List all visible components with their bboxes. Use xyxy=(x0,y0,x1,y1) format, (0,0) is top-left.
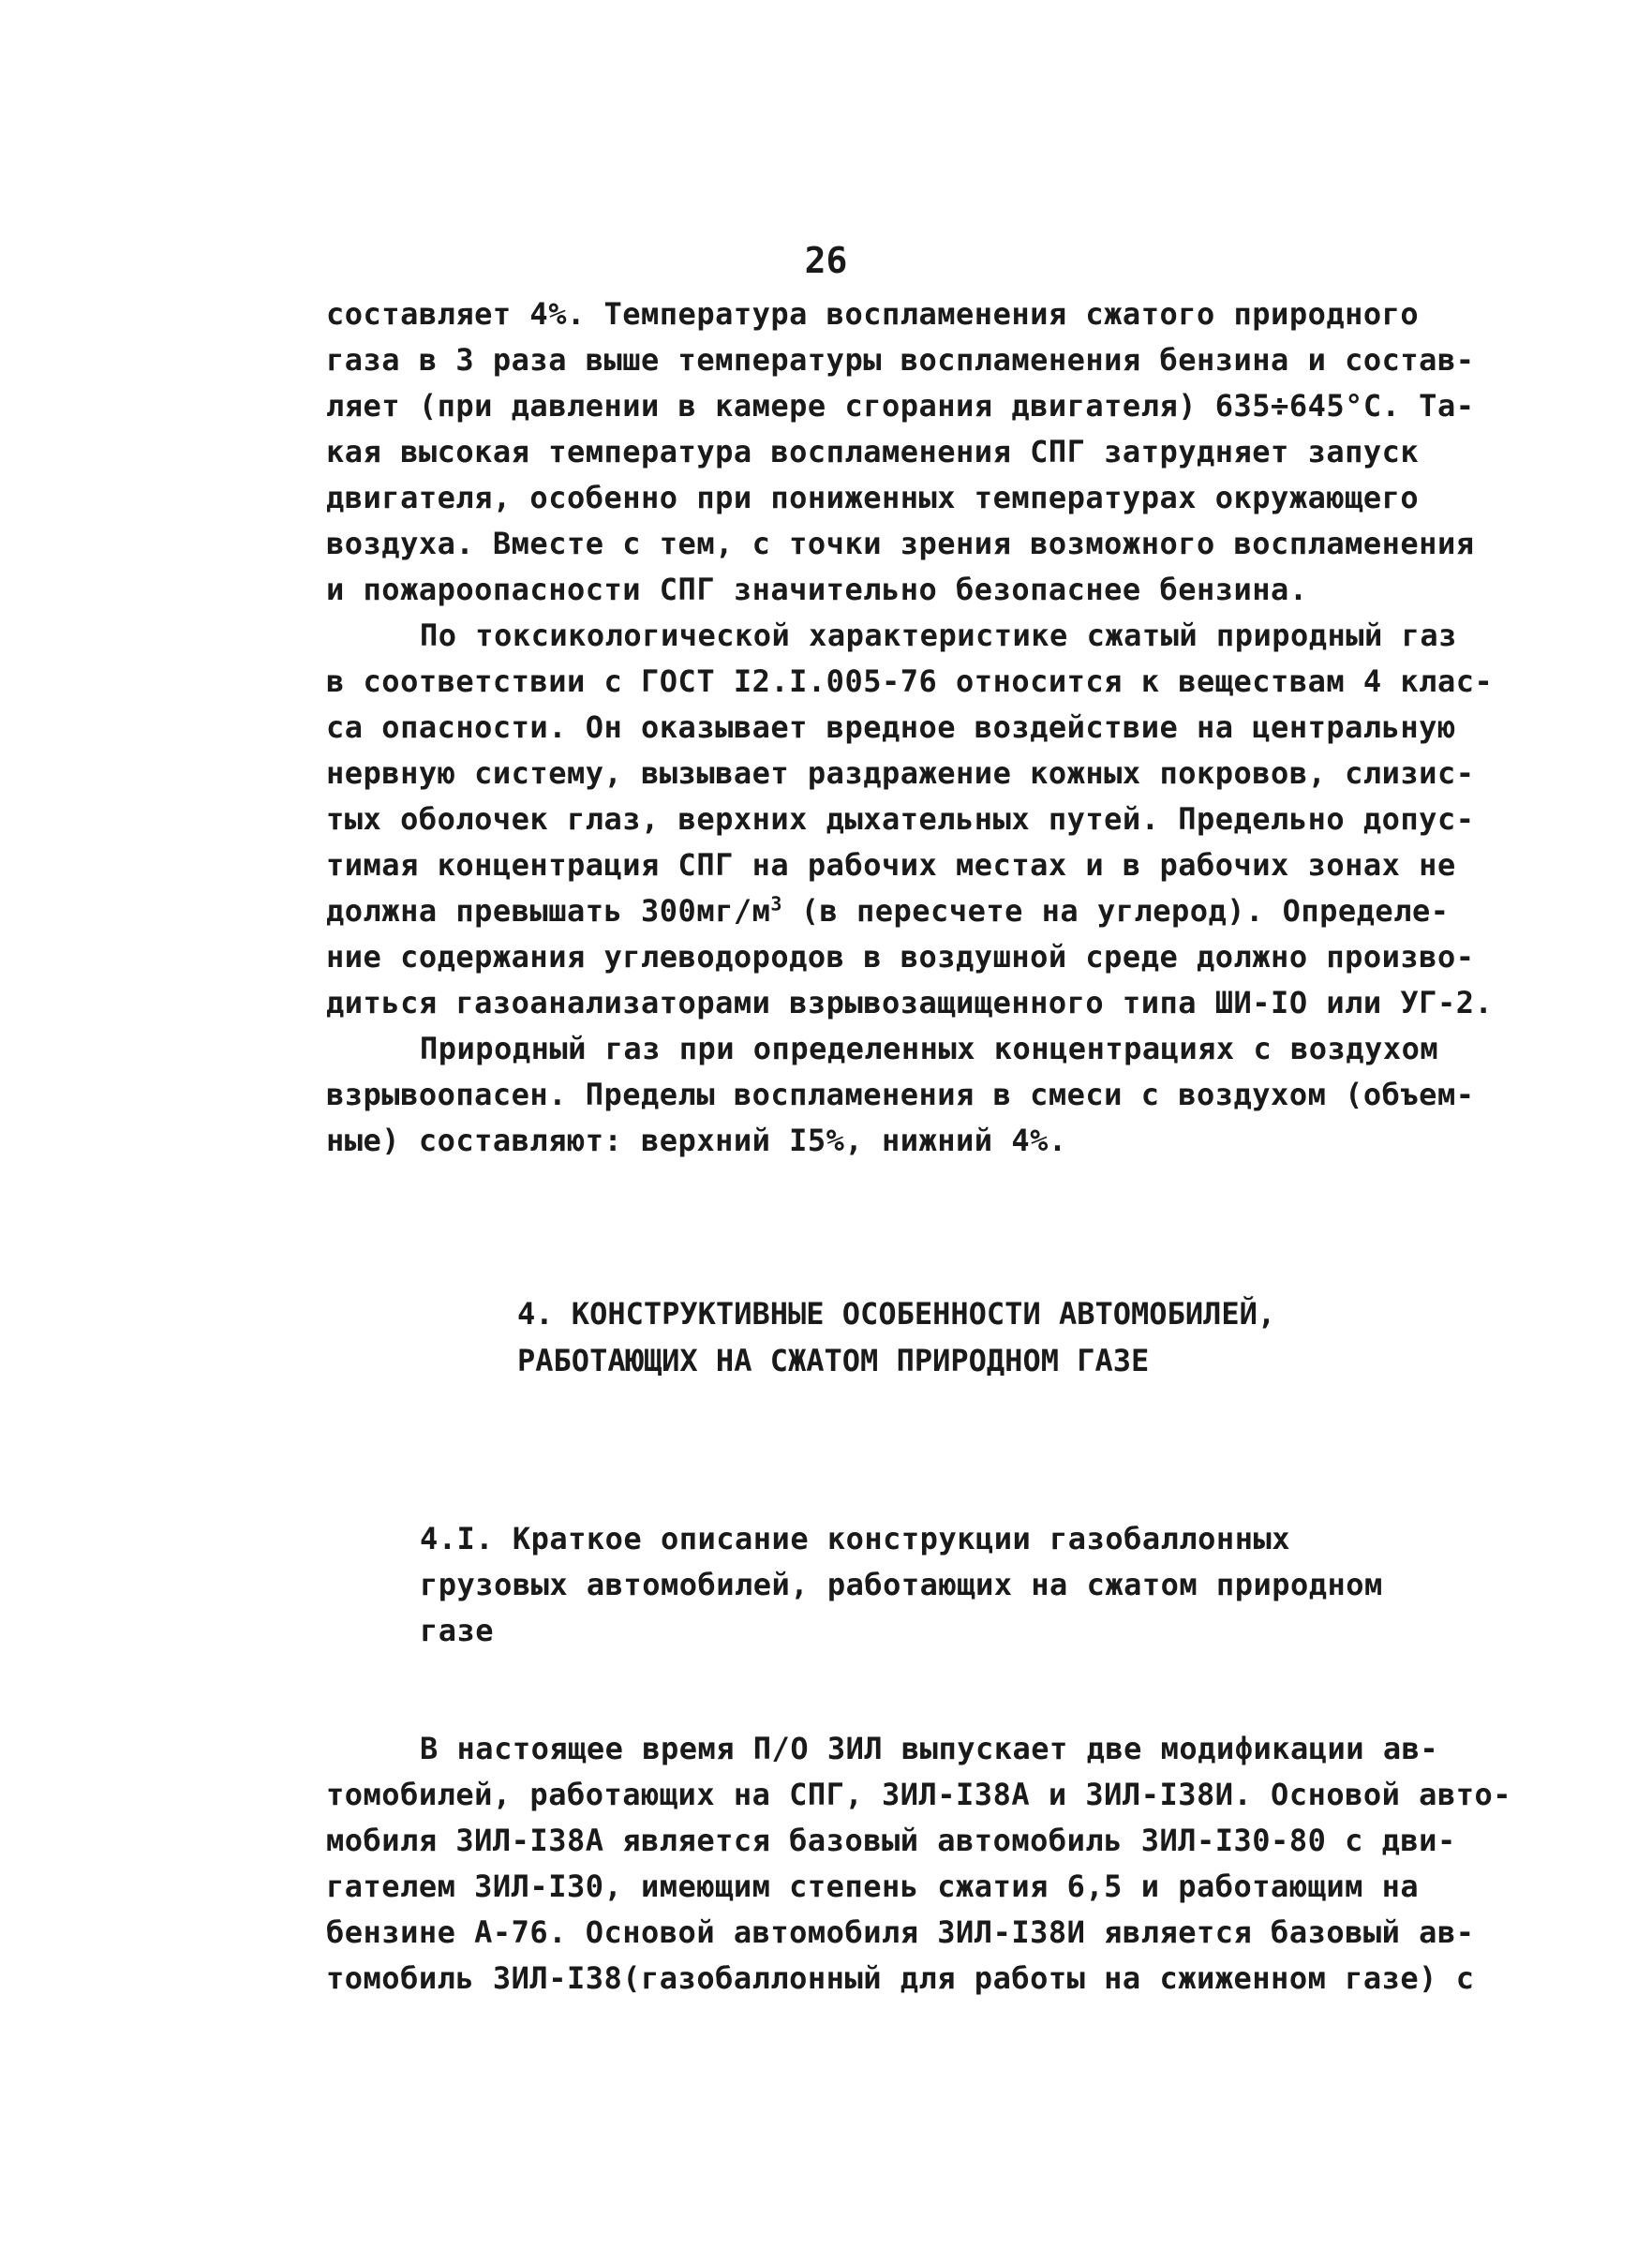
paragraph-4-line-5: бензине А-76. Основой автомобиля ЗИЛ-I38И является базовый ав- xyxy=(326,1914,1475,1950)
paragraph-2-line-9: диться газоанализаторами взрывозащищенного типа ШИ-IO или УГ-2. xyxy=(326,985,1494,1020)
paragraph-4-line-6: томобиль ЗИЛ-I38(газобаллонный для работы на сжиженном газе) с xyxy=(326,1960,1475,1996)
paragraph-1-line-3: ляет (при давлении в камере сгорания двигателя) 635÷645°С. Та- xyxy=(326,388,1475,424)
paragraph-4-line-4: гателем ЗИЛ-I30, имеющим степень сжатия 6,5 и работающим на xyxy=(326,1868,1420,1904)
paragraph-1-line-2: газа в 3 раза выше температуры воспламенения бензина и состав- xyxy=(326,342,1475,378)
paragraph-1-line-1: составляет 4%. Температура воспламенения сжатого природного xyxy=(326,296,1420,332)
subsection-heading-line-2: грузовых автомобилей, работающих на сжатом природном xyxy=(420,1567,1383,1602)
paragraph-1-line-4: кая высокая температура воспламенения СПГ затрудняет запуск xyxy=(326,434,1420,469)
page-number: 26 xyxy=(804,240,848,281)
paragraph-1-line-5: двигателя, особенно при пониженных температурах окружающего xyxy=(326,480,1420,515)
paragraph-1-line-7: и пожароопасности СПГ значительно безопаснее бензина. xyxy=(326,572,1308,607)
subsection-heading-line-1: 4.I. Краткое описание конструкции газобаллонных xyxy=(420,1521,1290,1556)
paragraph-2-line-3: са опасности. Он оказывает вредное воздействие на центральную xyxy=(326,709,1456,745)
paragraph-2-line-6: тимая концентрация СПГ на рабочих местах и в рабочих зонах не xyxy=(326,847,1456,883)
paragraph-4-line-1: В настоящее время П/О ЗИЛ выпускает две модификации ав- xyxy=(420,1731,1439,1766)
paragraph-4-line-2: томобилей, работающих на СПГ, ЗИЛ-I38А и ЗИЛ-I38И. Основой авто- xyxy=(326,1777,1511,1812)
paragraph-3-line-1: Природный газ при определенных концентрациях с воздухом xyxy=(420,1031,1439,1066)
paragraph-2-line-8: ние содержания углеводородов в воздушной среде должно произво- xyxy=(326,939,1475,975)
paragraph-2-line-7 xyxy=(326,892,1449,930)
superscript-3: 3 xyxy=(770,892,782,916)
section-heading-line-2: РАБОТАЮЩИХ НА СЖАТОМ ПРИРОДНОМ ГАЗЕ xyxy=(517,1343,1150,1378)
paragraph-2-line-5: тых оболочек глаз, верхних дыхательных путей. Предельно допус- xyxy=(326,801,1475,837)
subsection-heading-line-3: газе xyxy=(420,1613,495,1648)
paragraph-2-line-7-end: (в пересчете на углерод). Определе- xyxy=(800,893,1450,929)
paragraph-4-line-3: мобиля ЗИЛ-I38А является базовый автомобиль ЗИЛ-I30-80 с дви- xyxy=(326,1823,1456,1858)
paragraph-2-line-7-start: должна превышать 300мг/м xyxy=(326,893,771,929)
paragraph-2-line-2: в соответствии с ГОСТ I2.I.005-76 относится к веществам 4 клас- xyxy=(326,663,1494,699)
paragraph-1-line-6: воздуха. Вместе с тем, с точки зрения возможного воспламенения xyxy=(326,526,1475,561)
paragraph-3-line-2: взрывоопасен. Пределы воспламенения в смеси с воздухом (объем- xyxy=(326,1077,1475,1112)
section-heading-line-1: 4. КОНСТРУКТИВНЫЕ ОСОБЕННОСТИ АВТОМОБИЛЕЙ, xyxy=(517,1296,1276,1332)
paragraph-2-line-1: По токсикологической характеристике сжатый природный газ xyxy=(420,618,1457,653)
paragraph-2-line-4: нервную систему, вызывает раздражение кожных покровов, слизис- xyxy=(326,755,1475,791)
paragraph-3-line-3: ные) составляют: верхний I5%, нижний 4%. xyxy=(326,1123,1067,1158)
